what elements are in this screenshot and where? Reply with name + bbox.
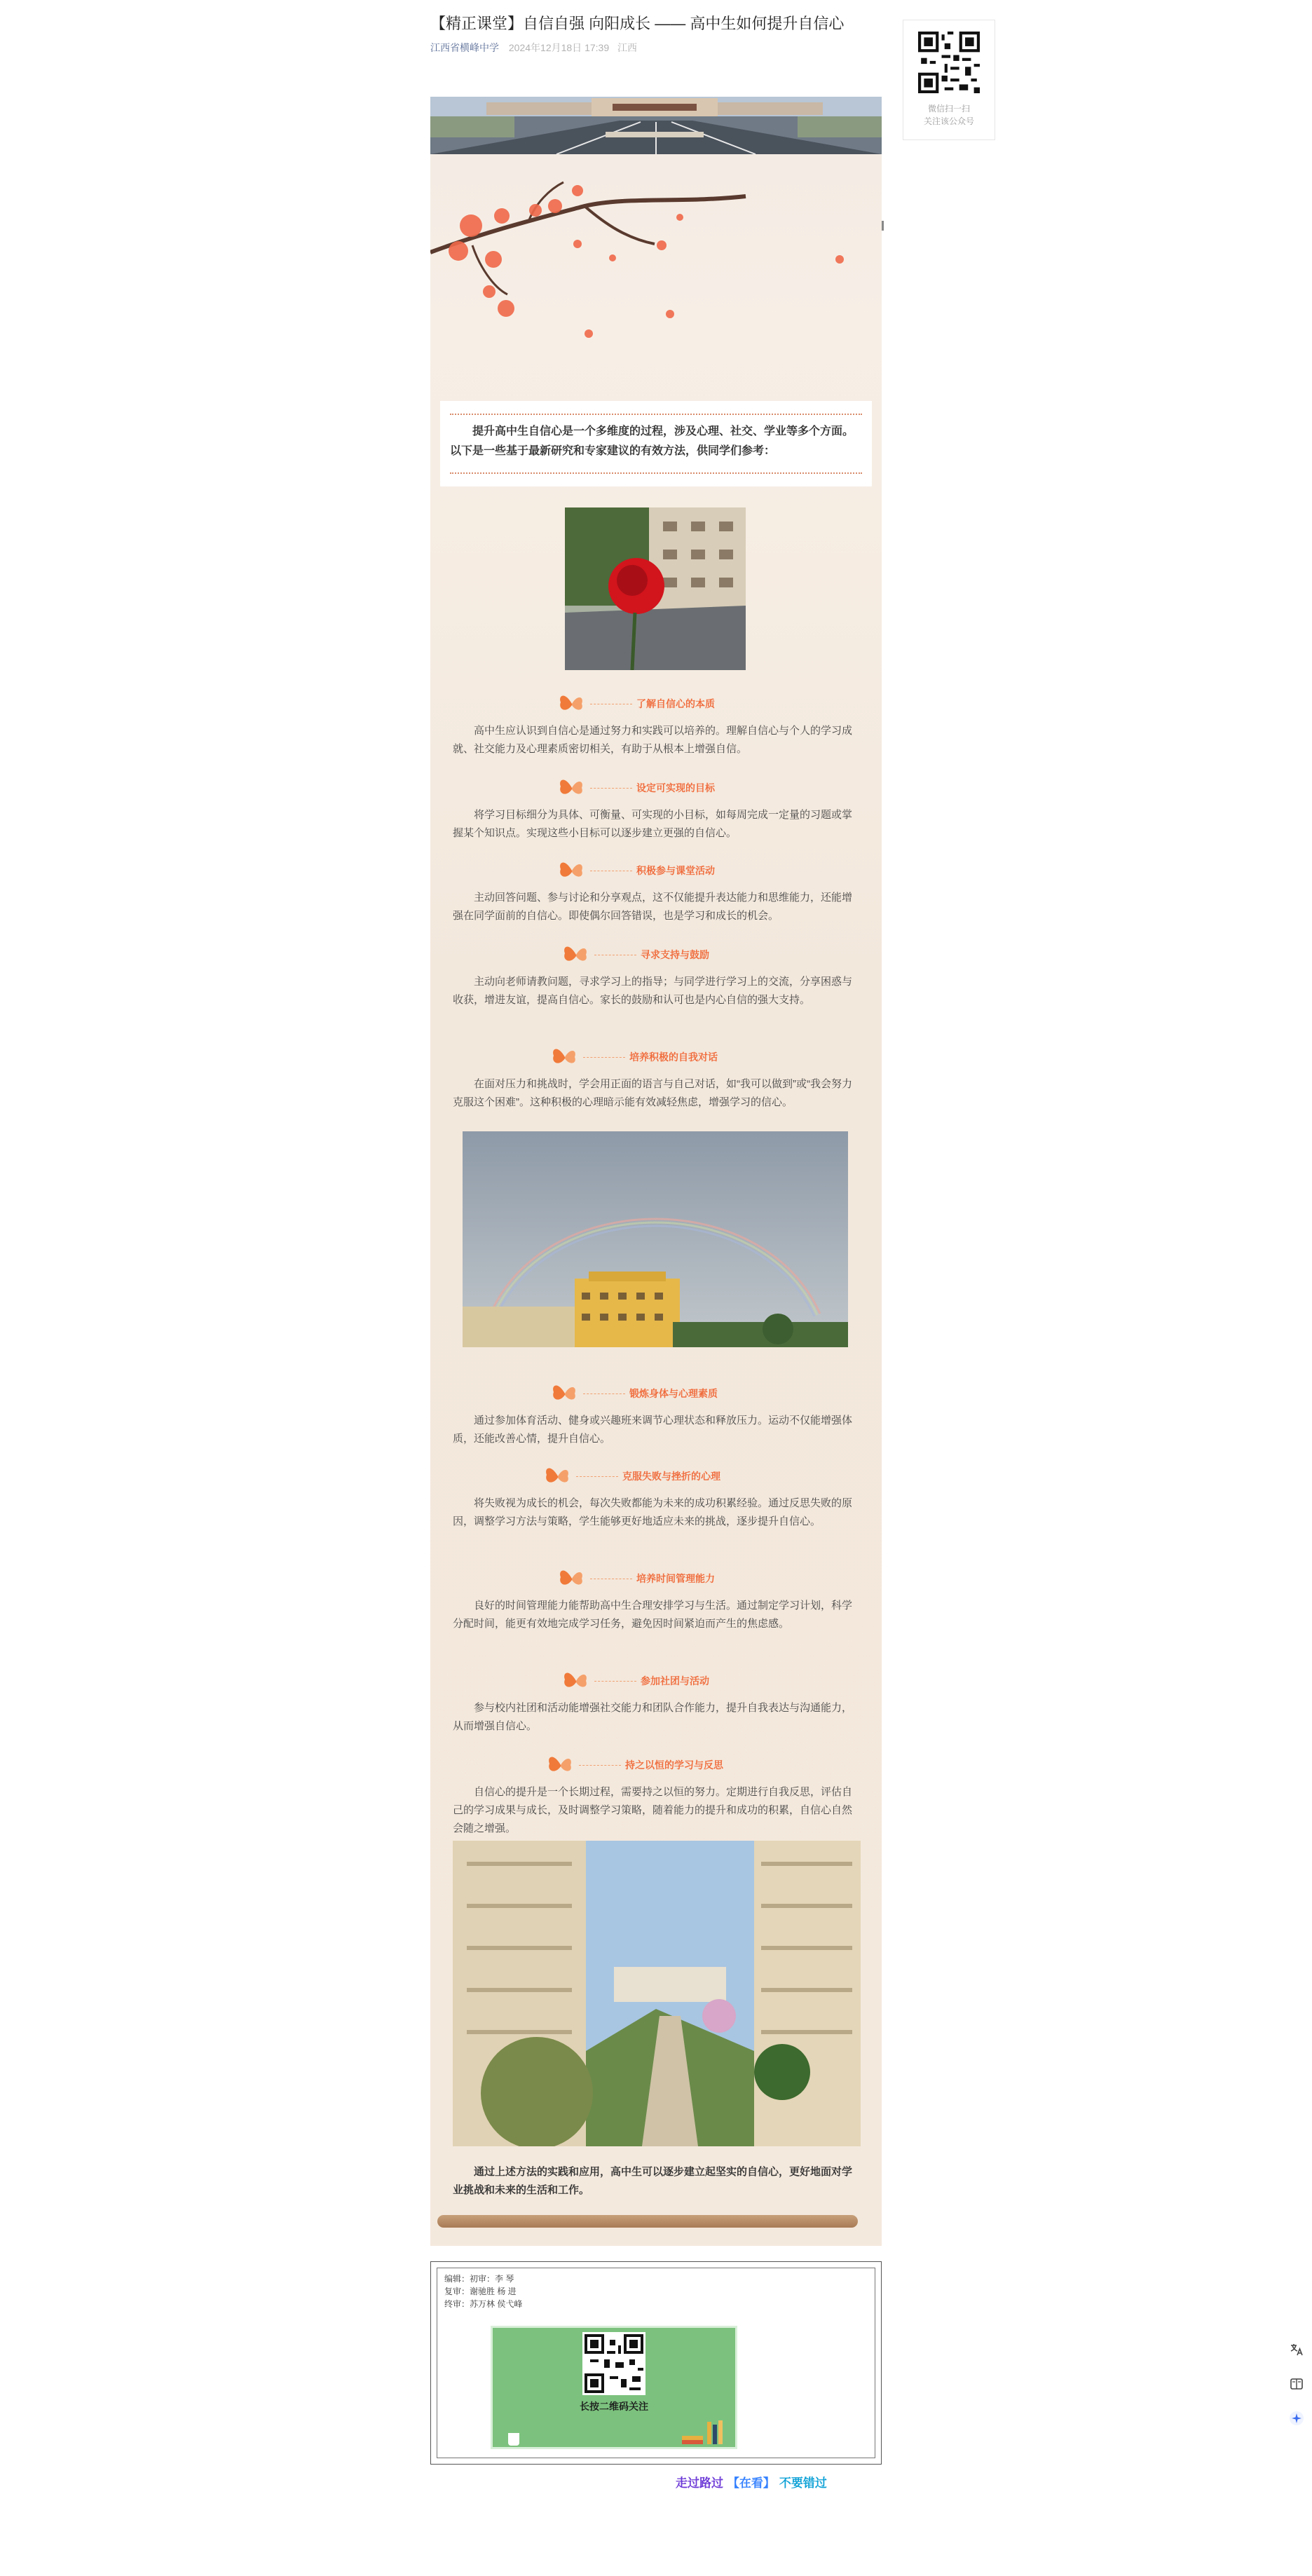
section-heading: [551, 1381, 718, 1406]
section-heading-text: 培养时间管理能力: [636, 1573, 715, 1584]
intro-text: 提升高中生自信心是一个多维度的过程，涉及心理、社交、学业等多个方面。以下是一些基于最新研究和专家建议的有效方法，供同学们参考：: [450, 425, 854, 457]
section-heading-text: 寻求支持与鼓励: [641, 949, 709, 960]
heading-line: [590, 788, 632, 789]
section-heading: [558, 775, 715, 800]
tagline-part-1: 走过路过: [676, 2476, 723, 2490]
section-body: 良好的时间管理能力能帮助高中生合理安排学习与生活。通过制定学习计划，科学分配时间，能更有效地完成学习任务，避免因时间紧迫而产生的焦虑感。: [453, 1600, 853, 1630]
section-heading: [562, 942, 709, 967]
section-body: 主动回答问题、参与讨论和分享观点，这不仅能提升表达能力和思维能力，还能增强在同学面前的自信心。即使偶尔回答错误，也是学习和成长的机会。: [453, 892, 853, 922]
intro-box: [440, 401, 872, 486]
tagline-part-2: 【在看】: [727, 2476, 775, 2490]
section-heading: [551, 1044, 718, 1070]
footer-inner-frame: [437, 2268, 875, 2458]
section-heading-text: 积极参与课堂活动: [636, 865, 715, 876]
books-decoration: [682, 2420, 724, 2446]
tagline: [676, 2473, 827, 2490]
section-heading-text: 克服失败与挫折的心理: [622, 1471, 720, 1482]
section-heading-text: 锻炼身体与心理素质: [629, 1388, 718, 1399]
section-body: 通过参加体育活动、健身或兴趣班来调节心理状态和释放压力。运动不仅能增强体质，还能改善心情，提升自信心。: [453, 1415, 853, 1445]
tagline-part-3: 不要错过: [779, 2476, 827, 2490]
rose-photo: [565, 507, 746, 670]
section-heading: [562, 1668, 709, 1694]
section-body: 将学习目标细分为具体、可衡量、可实现的小目标，如每周完成一定量的习题或掌握某个知识点。实现这些小目标可以逐步建立更强的自信心。: [453, 809, 853, 839]
section-heading-text: 培养积极的自我对话: [629, 1051, 718, 1063]
butterfly-icon: [558, 691, 586, 716]
butterfly-icon: [562, 942, 590, 967]
section-heading: [558, 1566, 715, 1591]
heading-line: [579, 1765, 621, 1766]
qr-caption-1: 微信扫一扫: [927, 104, 970, 114]
rainbow-photo: [463, 1131, 848, 1347]
scroll-decoration: [437, 2215, 858, 2228]
qr-code-icon: [918, 32, 980, 93]
section-body: 将失败视为成长的机会，每次失败都能为未来的成功积累经验。通过反思失败的原因，调整学习方法与策略，学生能够更好地适应未来的挑战，逐步提升自信心。: [453, 1497, 853, 1527]
dotted-divider-bottom: [450, 472, 862, 474]
section-body: 高中生应认识到自信心是通过努力和实践可以培养的。理解自信心与个人的学习成就、社交能力及心理素质密切相关，有助于从根本上增强自信。: [453, 725, 853, 755]
section-heading: [544, 1464, 720, 1489]
butterfly-icon: [551, 1381, 579, 1406]
section-heading: [558, 691, 715, 716]
heading-line: [583, 1057, 625, 1058]
section-heading-text: 设定可实现的目标: [636, 782, 715, 793]
plum-blossom-decoration: [430, 154, 882, 393]
footer-credits-box: [430, 2261, 882, 2465]
campus-courtyard-photo: [453, 1841, 861, 2146]
reader-icon[interactable]: [1288, 2376, 1305, 2392]
follow-qr-panel: [903, 20, 995, 140]
section-heading: [547, 1752, 723, 1778]
butterfly-icon: [558, 775, 586, 800]
section-body: 参与校内社团和活动能增强社交能力和团队合作能力，提升自我表达与沟通能力，从而增强自信心。: [453, 1702, 853, 1732]
publish-location: 江西: [617, 42, 637, 53]
heading-line: [576, 1476, 618, 1477]
heading-line: [583, 1393, 625, 1394]
dotted-divider-top: [450, 414, 862, 415]
sparkle-icon[interactable]: [1288, 2410, 1305, 2427]
article-meta: [430, 41, 643, 55]
edge-marker: [882, 221, 884, 231]
conclusion-text: 通过上述方法的实践和应用，高中生可以逐步建立起坚实的自信心，更好地面对学业挑战和未来的生活和工作。: [453, 2166, 853, 2196]
section-heading-text: 持之以恒的学习与反思: [625, 1759, 723, 1771]
section-heading-text: 了解自信心的本质: [636, 698, 715, 709]
follow-qr-card: [491, 2326, 737, 2449]
butterfly-icon: [544, 1464, 572, 1489]
butterfly-icon: [547, 1752, 575, 1778]
butterfly-icon: [562, 1668, 590, 1694]
heading-line: [594, 1681, 636, 1682]
credit-line-2: 复审：谢驰胜 杨 进: [444, 2287, 517, 2296]
section-heading-text: 参加社团与活动: [641, 1675, 709, 1686]
section-body: 自信心的提升是一个长期过程，需要持之以恒的努力。定期进行自我反思，评估自己的学习成果与成长，及时调整学习策略，随着能力的提升和成功的积累，自信心自然会随之增强。: [453, 1786, 853, 1834]
translate-icon[interactable]: [1288, 2341, 1305, 2358]
credit-line-3: 终审：苏万林 侯弋峰: [444, 2299, 523, 2309]
section-body: 在面对压力和挑战时，学会用正面的语言与自己对话，如“我可以做到”或“我会努力克服这个困难”。这种积极的心理暗示能有效减轻焦虑，增强学习的信心。: [453, 1078, 852, 1108]
butterfly-icon: [551, 1044, 579, 1070]
school-banner-image: [430, 97, 882, 154]
credit-line-1: 编辑：初审：李 琴: [444, 2274, 514, 2284]
qr-code-icon[interactable]: [582, 2332, 645, 2395]
floating-toolbar: [1288, 2341, 1305, 2444]
qr-caption: 长按二维码关注: [580, 2401, 648, 2412]
butterfly-icon: [558, 1566, 586, 1591]
author-link[interactable]: 江西省横峰中学: [430, 42, 499, 53]
qr-caption-2: 关注该公众号: [923, 116, 974, 126]
publish-date: 2024年12月18日 17:39: [508, 42, 610, 53]
article-title: 【精正课堂】自信自强 向阳成长 —— 高中生如何提升自信心: [430, 15, 845, 32]
butterfly-icon: [558, 858, 586, 883]
section-body: 主动向老师请教问题，寻求学习上的指导；与同学进行学习上的交流，分享困惑与收获，增进友谊，提高自信心。家长的鼓励和认可也是内心自信的强大支持。: [453, 976, 853, 1006]
credits: [444, 2272, 522, 2310]
mug-decoration: [508, 2433, 519, 2446]
section-heading: [558, 858, 715, 883]
